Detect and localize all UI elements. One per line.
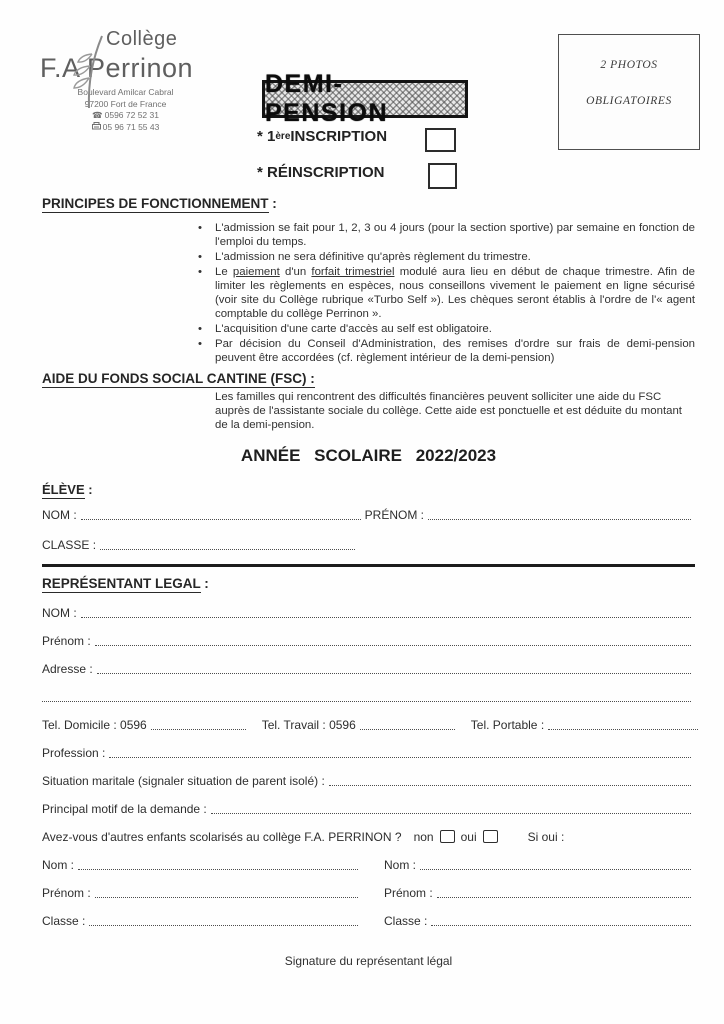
child2-classe-field[interactable] (431, 923, 691, 926)
student-classe-row (42, 539, 695, 552)
school-year-title: ANNÉE SCOLAIRE 2022/2023 (240, 446, 497, 465)
guardian-adresse-field[interactable] (97, 671, 691, 674)
student-classe-label: CLASSE : (42, 538, 97, 552)
principle-bullet: • Le paiement d'un forfait trimestriel modulé aura lieu en début de chaque trimestre. Afin de limiter les règlements en espèces, nous conseillons vivement le paiement en ligne sécurisé (voir site du Collège rubrique «Turbo Self »). Les chèques seront établis à l'ordre de l'« agent comptable du collège Perrinon ». (195, 265, 695, 321)
phone-line: ☎ 0596 72 52 31 (92, 110, 159, 120)
phone-icon: ☎ (92, 110, 103, 120)
principle-bullet: • L'admission se fait pour 1, 2, 3 ou 4 jours (pour la section sportive) par semaine en fonction de l'emploi du temps. (195, 221, 695, 249)
guardian-nom-label: NOM : (42, 606, 77, 620)
principle-bullet: • Par décision du Conseil d'Administration, des remises d'ordre sur frais de demi-pension peuvent être accordées (cf. règlement intérieur de la demi-pension) (195, 337, 695, 365)
principles-bullet-list (195, 221, 695, 365)
address-line-1: Boulevard Amilcar Cabral (77, 87, 174, 97)
guardian-adresse-field-2[interactable] (42, 699, 691, 702)
guardian-adresse-row-2 (42, 691, 695, 704)
non-checkbox[interactable] (440, 830, 455, 843)
fax-icon (92, 122, 101, 134)
oui-label: oui (460, 830, 477, 844)
child1-prenom-field[interactable] (95, 895, 358, 898)
child2-classe-label: Classe : (384, 914, 428, 928)
tel-domicile-field[interactable] (151, 727, 246, 730)
guardian-adresse-label: Adresse : (42, 662, 93, 676)
guardian-heading: REPRÉSENTANT LEGAL : (42, 576, 209, 591)
photos-required-box (558, 34, 700, 150)
si-oui-label: Si oui : (527, 830, 565, 844)
guardian-prenom-row (42, 635, 695, 648)
guardian-nom-row (42, 607, 695, 620)
motif-demande-label: Principal motif de la demande : (42, 802, 207, 816)
reinscription-label: * RÉINSCRIPTION (257, 164, 385, 181)
reinscription-checkbox[interactable] (428, 163, 457, 189)
child1-classe-field[interactable] (89, 923, 358, 926)
fsc-paragraph: Les familles qui rencontrent des difficultés financières peuvent solliciter une aide du FSC auprès de l'assistante sociale du collège. Cette aide est ponctuelle et est déduite du montant de la demi-pension. (215, 391, 682, 431)
student-name-row (42, 509, 695, 522)
student-prenom-label: PRÉNOM : (364, 508, 425, 522)
guardian-adresse-row (42, 663, 695, 676)
situation-maritale-field[interactable] (329, 783, 691, 786)
profession-field[interactable] (109, 755, 691, 758)
motif-demande-field[interactable] (211, 811, 691, 814)
fsc-heading: AIDE DU FONDS SOCIAL CANTINE (FSC) : (42, 371, 315, 386)
guardian-prenom-field[interactable] (95, 643, 691, 646)
principle-bullet: • L'acquisition d'une carte d'accès au self est obligatoire. (195, 322, 695, 336)
children-nom-row (42, 859, 695, 872)
child1-nom-field[interactable] (78, 867, 358, 870)
guardian-phones-row (42, 719, 695, 732)
child2-nom-label: Nom : (384, 858, 417, 872)
profession-label: Profession : (42, 746, 106, 760)
non-label: non (413, 830, 434, 844)
children-prenom-row (42, 887, 695, 900)
child2-prenom-field[interactable] (437, 895, 691, 898)
signature-label: Signature du représentant légal (284, 954, 453, 968)
first-inscription-checkbox[interactable] (425, 128, 456, 152)
fax-line: 05 96 71 55 43 (38, 122, 213, 134)
oui-checkbox[interactable] (483, 830, 498, 843)
student-nom-label: NOM : (42, 508, 77, 522)
photos-line-1: 2 PHOTOS (600, 59, 658, 71)
student-nom-field[interactable] (81, 517, 361, 520)
guardian-motif-row (42, 803, 695, 816)
guardian-prenom-label: Prénom : (42, 634, 91, 648)
principles-heading: PRINCIPES DE FONCTIONNEMENT : (42, 196, 277, 211)
child1-classe-label: Classe : (42, 914, 86, 928)
student-heading: ÉLÈVE : (42, 482, 93, 497)
child1-prenom-label: Prénom : (42, 886, 91, 900)
school-name: F.A Perrinon (40, 53, 194, 83)
tel-travail-field[interactable] (360, 727, 455, 730)
guardian-profession-row (42, 747, 695, 760)
student-classe-field[interactable] (100, 547, 355, 550)
principle-bullet: • L'admission ne sera définitive qu'après règlement du trimestre. (195, 250, 695, 264)
other-children-row (42, 831, 695, 844)
school-type: Collège (106, 28, 178, 50)
situation-maritale-label: Situation maritale (signaler situation de parent isolé) : (42, 774, 325, 788)
section-divider (42, 564, 695, 567)
form-title-banner (262, 70, 468, 127)
children-classe-row (42, 915, 695, 928)
guardian-situation-row (42, 775, 695, 788)
school-logo (34, 28, 234, 133)
feather-logo-icon (62, 34, 114, 115)
form-body (42, 196, 695, 968)
first-inscription-label: * 1 ère INSCRIPTION (257, 128, 388, 145)
child1-nom-label: Nom : (42, 858, 75, 872)
child2-nom-field[interactable] (420, 867, 691, 870)
tel-domicile-label: Tel. Domicile : 0596 (42, 718, 147, 732)
child2-prenom-label: Prénom : (384, 886, 433, 900)
student-prenom-field[interactable] (428, 517, 691, 520)
address-line-2: 97200 Fort de France (84, 98, 167, 109)
guardian-nom-field[interactable] (81, 615, 691, 618)
other-children-question: Avez-vous d'autres enfants scolarisés au collège F.A. PERRINON ? (42, 830, 402, 844)
tel-travail-label: Tel. Travail : 0596 (261, 718, 356, 732)
tel-portable-field[interactable] (548, 727, 698, 730)
form-title: DEMI-PENSION (265, 70, 389, 127)
tel-portable-label: Tel. Portable : (470, 718, 545, 732)
photos-line-2: OBLIGATOIRES (586, 95, 672, 107)
